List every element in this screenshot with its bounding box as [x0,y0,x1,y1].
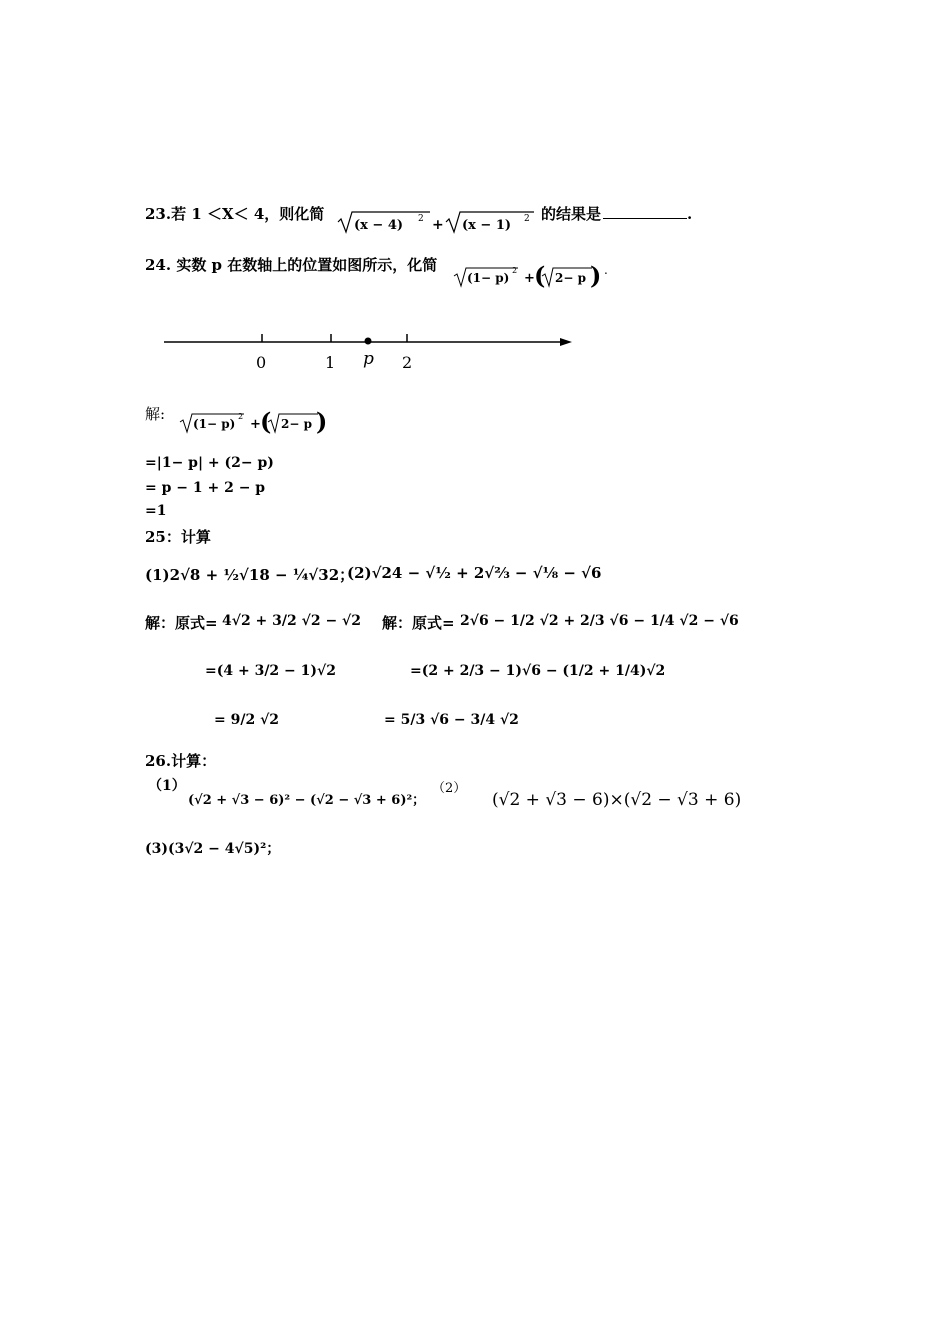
q24-left-paren: ( [534,261,546,290]
q23-plus: + [432,217,444,233]
tick-label-0: 0 [256,353,267,372]
q25-sol2-l1: 2√6 − 1/2 √2 + 2/3 √6 − 1/4 √2 − √6 [460,613,739,629]
q24-end: . [604,263,608,277]
q26-part2: (√2 + √3 − 6)×(√2 − √3 + 6) [492,790,742,810]
q23-answer-blank [603,204,687,219]
tick-label-1: 1 [325,353,336,372]
sol24-line1-plus: + [250,417,261,432]
q23-exp-a: 2 [418,214,424,224]
q24-right-paren: ) [590,261,602,290]
q23-exp-b: 2 [524,214,530,224]
q23-suffix-wrap [541,203,692,224]
arrow-right-icon [560,338,572,346]
svg-text:(: ( [260,407,272,436]
q25-sol2-prefix: 解：原式= [382,614,455,632]
point-p [365,338,372,345]
q25-part2: (2)√24 − √½ + 2√⅔ − √⅛ − √6 [347,564,602,582]
q23-suffix: 的结果是 [541,205,602,223]
q24-expr-a: (1− p) [467,271,510,285]
q26-label: 26.计算： [145,752,217,770]
sol24-line1 [178,402,338,436]
svg-text:): ) [316,407,328,436]
tick-label-2: 2 [402,353,413,372]
q25-sol2-l3: = 5/3 √6 − 3/4 √2 [384,712,519,728]
sol24-line2: =|1− p| + (2− p) [145,455,274,471]
sol24-line1-a: (1− p) [193,417,236,431]
question-24 [145,254,437,275]
q24-exp: 2 [512,266,518,275]
q25-sol1-prefix: 解：原式= [145,614,218,632]
q24-plus: + [524,271,535,286]
sol24-line1-exp: 2 [238,412,244,421]
sol24-line1-b: 2− p [281,417,312,431]
q25-label: 25：计算 [145,528,211,546]
q25-sol1-l2: =(4 + 3/2 − 1)√2 [205,663,336,679]
q24-label: 24. 实数 p 在数轴上的位置如图所示，化简 [145,256,438,274]
sol24-line4: =1 [145,503,167,519]
q25-part1: (1)2√8 + ½√18 − ¼√32； [145,566,355,584]
q25-sol1-l1: 4√2 + 3/2 √2 − √2 [222,613,361,629]
q23-expr-a: (x − 4) [354,218,404,233]
sol24-line3: = p − 1 + 2 − p [145,480,266,496]
sol24-jie: 解: [145,405,166,423]
point-label-p: p [363,349,374,369]
q24-expression [452,256,612,290]
q24-expr-b: 2− p [555,271,586,285]
q26-p1-num: （1） [148,778,186,794]
question-23 [145,203,324,224]
q26-part1: (√2 + √3 − 6)² − (√2 − √3 + 6)²； [188,793,426,808]
q26-p2-num: （2） [432,781,467,796]
q23-label: 23.若 1 ＜X＜ 4，则化简 [145,205,325,223]
q25-sol2-l2: =(2 + 2/3 − 1)√6 − (1/2 + 1/4)√2 [410,663,666,679]
number-line [160,326,580,378]
q23-end: . [687,205,693,223]
q26-part3: (3)(3√2 − 4√5)²； [145,841,281,857]
q23-expr-b: (x − 1) [462,218,512,233]
q23-radical-expression [332,198,542,238]
q25-sol1-l3: = 9/2 √2 [214,712,280,728]
